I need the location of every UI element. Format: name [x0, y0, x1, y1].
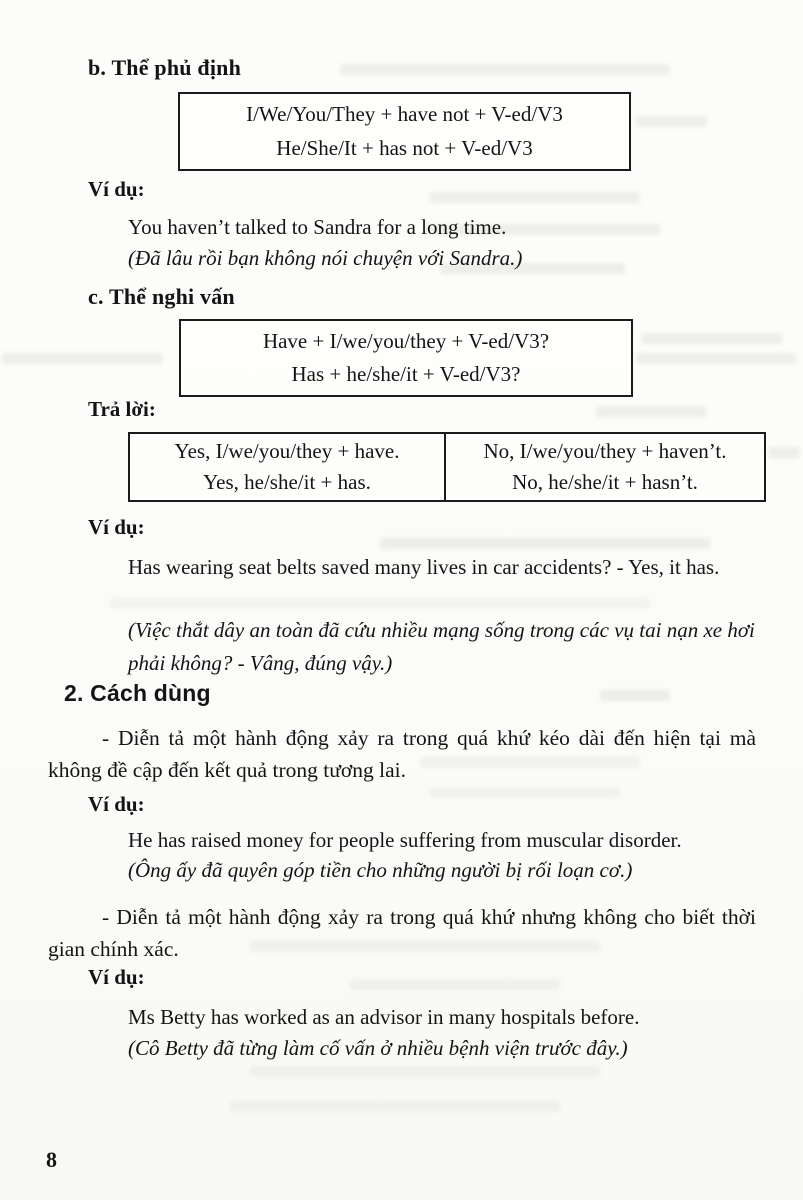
- table-cell: No, he/she/it + hasn’t.: [512, 469, 698, 494]
- bleed-through-artifact: [430, 787, 620, 798]
- example-english: He has raised money for people suffering from muscular disorder.: [128, 828, 682, 852]
- section-c-heading: c. Thể nghi vấn: [88, 284, 235, 309]
- example-english: Has wearing seat belts saved many lives in car accidents? - Yes, it has.: [128, 555, 720, 579]
- table-cell: Yes, he/she/it + has.: [203, 469, 371, 494]
- bleed-through-artifact: [230, 1101, 560, 1112]
- answer-table-no-column: [446, 434, 764, 500]
- usage-paragraph: - Diễn tả một hành động xảy ra trong quá khứ nhưng không cho biết thời gian chính xác.: [48, 905, 756, 961]
- example-label: Ví dụ:: [88, 177, 145, 201]
- bleed-through-artifact: [350, 979, 560, 990]
- table-cell: No, I/we/you/they + haven’t.: [483, 439, 727, 464]
- page-number: 8: [46, 1147, 57, 1172]
- formula-line: I/We/You/They + have not + V-ed/V3: [246, 102, 563, 127]
- section-b-heading: b. Thể phủ định: [88, 55, 242, 80]
- formula-line: Has + he/she/it + V-ed/V3?: [291, 362, 521, 386]
- example-english: You haven’t talked to Sandra for a long time.: [128, 215, 507, 239]
- example-vietnamese: (Ông ấy đã quyên góp tiền cho những người bị rối loạn cơ.): [128, 858, 633, 882]
- example-label: Ví dụ:: [88, 515, 145, 539]
- bleed-through-artifact: [636, 116, 706, 127]
- bleed-through-artifact: [636, 353, 796, 364]
- bleed-through-artifact: [250, 1066, 600, 1077]
- question-form-box: [179, 319, 633, 397]
- usage-heading: 2. Cách dùng: [64, 680, 211, 706]
- answer-table: [128, 432, 766, 502]
- bleed-through-artifact: [340, 64, 670, 75]
- bleed-through-artifact: [110, 598, 650, 609]
- bleed-through-artifact: [596, 406, 706, 417]
- bleed-through-artifact: [380, 538, 710, 549]
- example-vietnamese: (Cô Betty đã từng làm cố vấn ở nhiều bệnh viện trước đây.): [128, 1036, 628, 1060]
- usage-paragraph: - Diễn tả một hành động xảy ra trong quá khứ kéo dài đến hiện tại mà không đề cập đến kết quả trong tương lai.: [48, 726, 756, 782]
- example-label: Ví dụ:: [88, 792, 145, 816]
- bleed-through-artifact: [600, 690, 670, 701]
- bleed-through-artifact: [768, 447, 800, 458]
- answer-table-yes-column: [130, 434, 446, 500]
- example-label: Ví dụ:: [88, 965, 145, 989]
- answer-label: Trả lời:: [88, 397, 156, 421]
- bleed-through-artifact: [2, 353, 162, 364]
- negative-form-box: [178, 92, 631, 171]
- formula-line: Have + I/we/you/they + V-ed/V3?: [262, 329, 550, 353]
- formula-line: He/She/It + has not + V-ed/V3: [276, 135, 533, 160]
- example-vietnamese: (Đã lâu rồi bạn không nói chuyện với Sandra.): [128, 246, 523, 270]
- table-cell: Yes, I/we/you/they + have.: [174, 439, 400, 464]
- example-english: Ms Betty has worked as an advisor in many hospitals before.: [128, 1005, 640, 1029]
- bleed-through-artifact: [642, 333, 782, 344]
- bleed-through-artifact: [430, 192, 640, 203]
- example-vietnamese: (Việc thắt dây an toàn đã cứu nhiều mạng sống trong các vụ tai nạn xe hơi phải không? - Vâng, đúng vậy.): [128, 618, 755, 675]
